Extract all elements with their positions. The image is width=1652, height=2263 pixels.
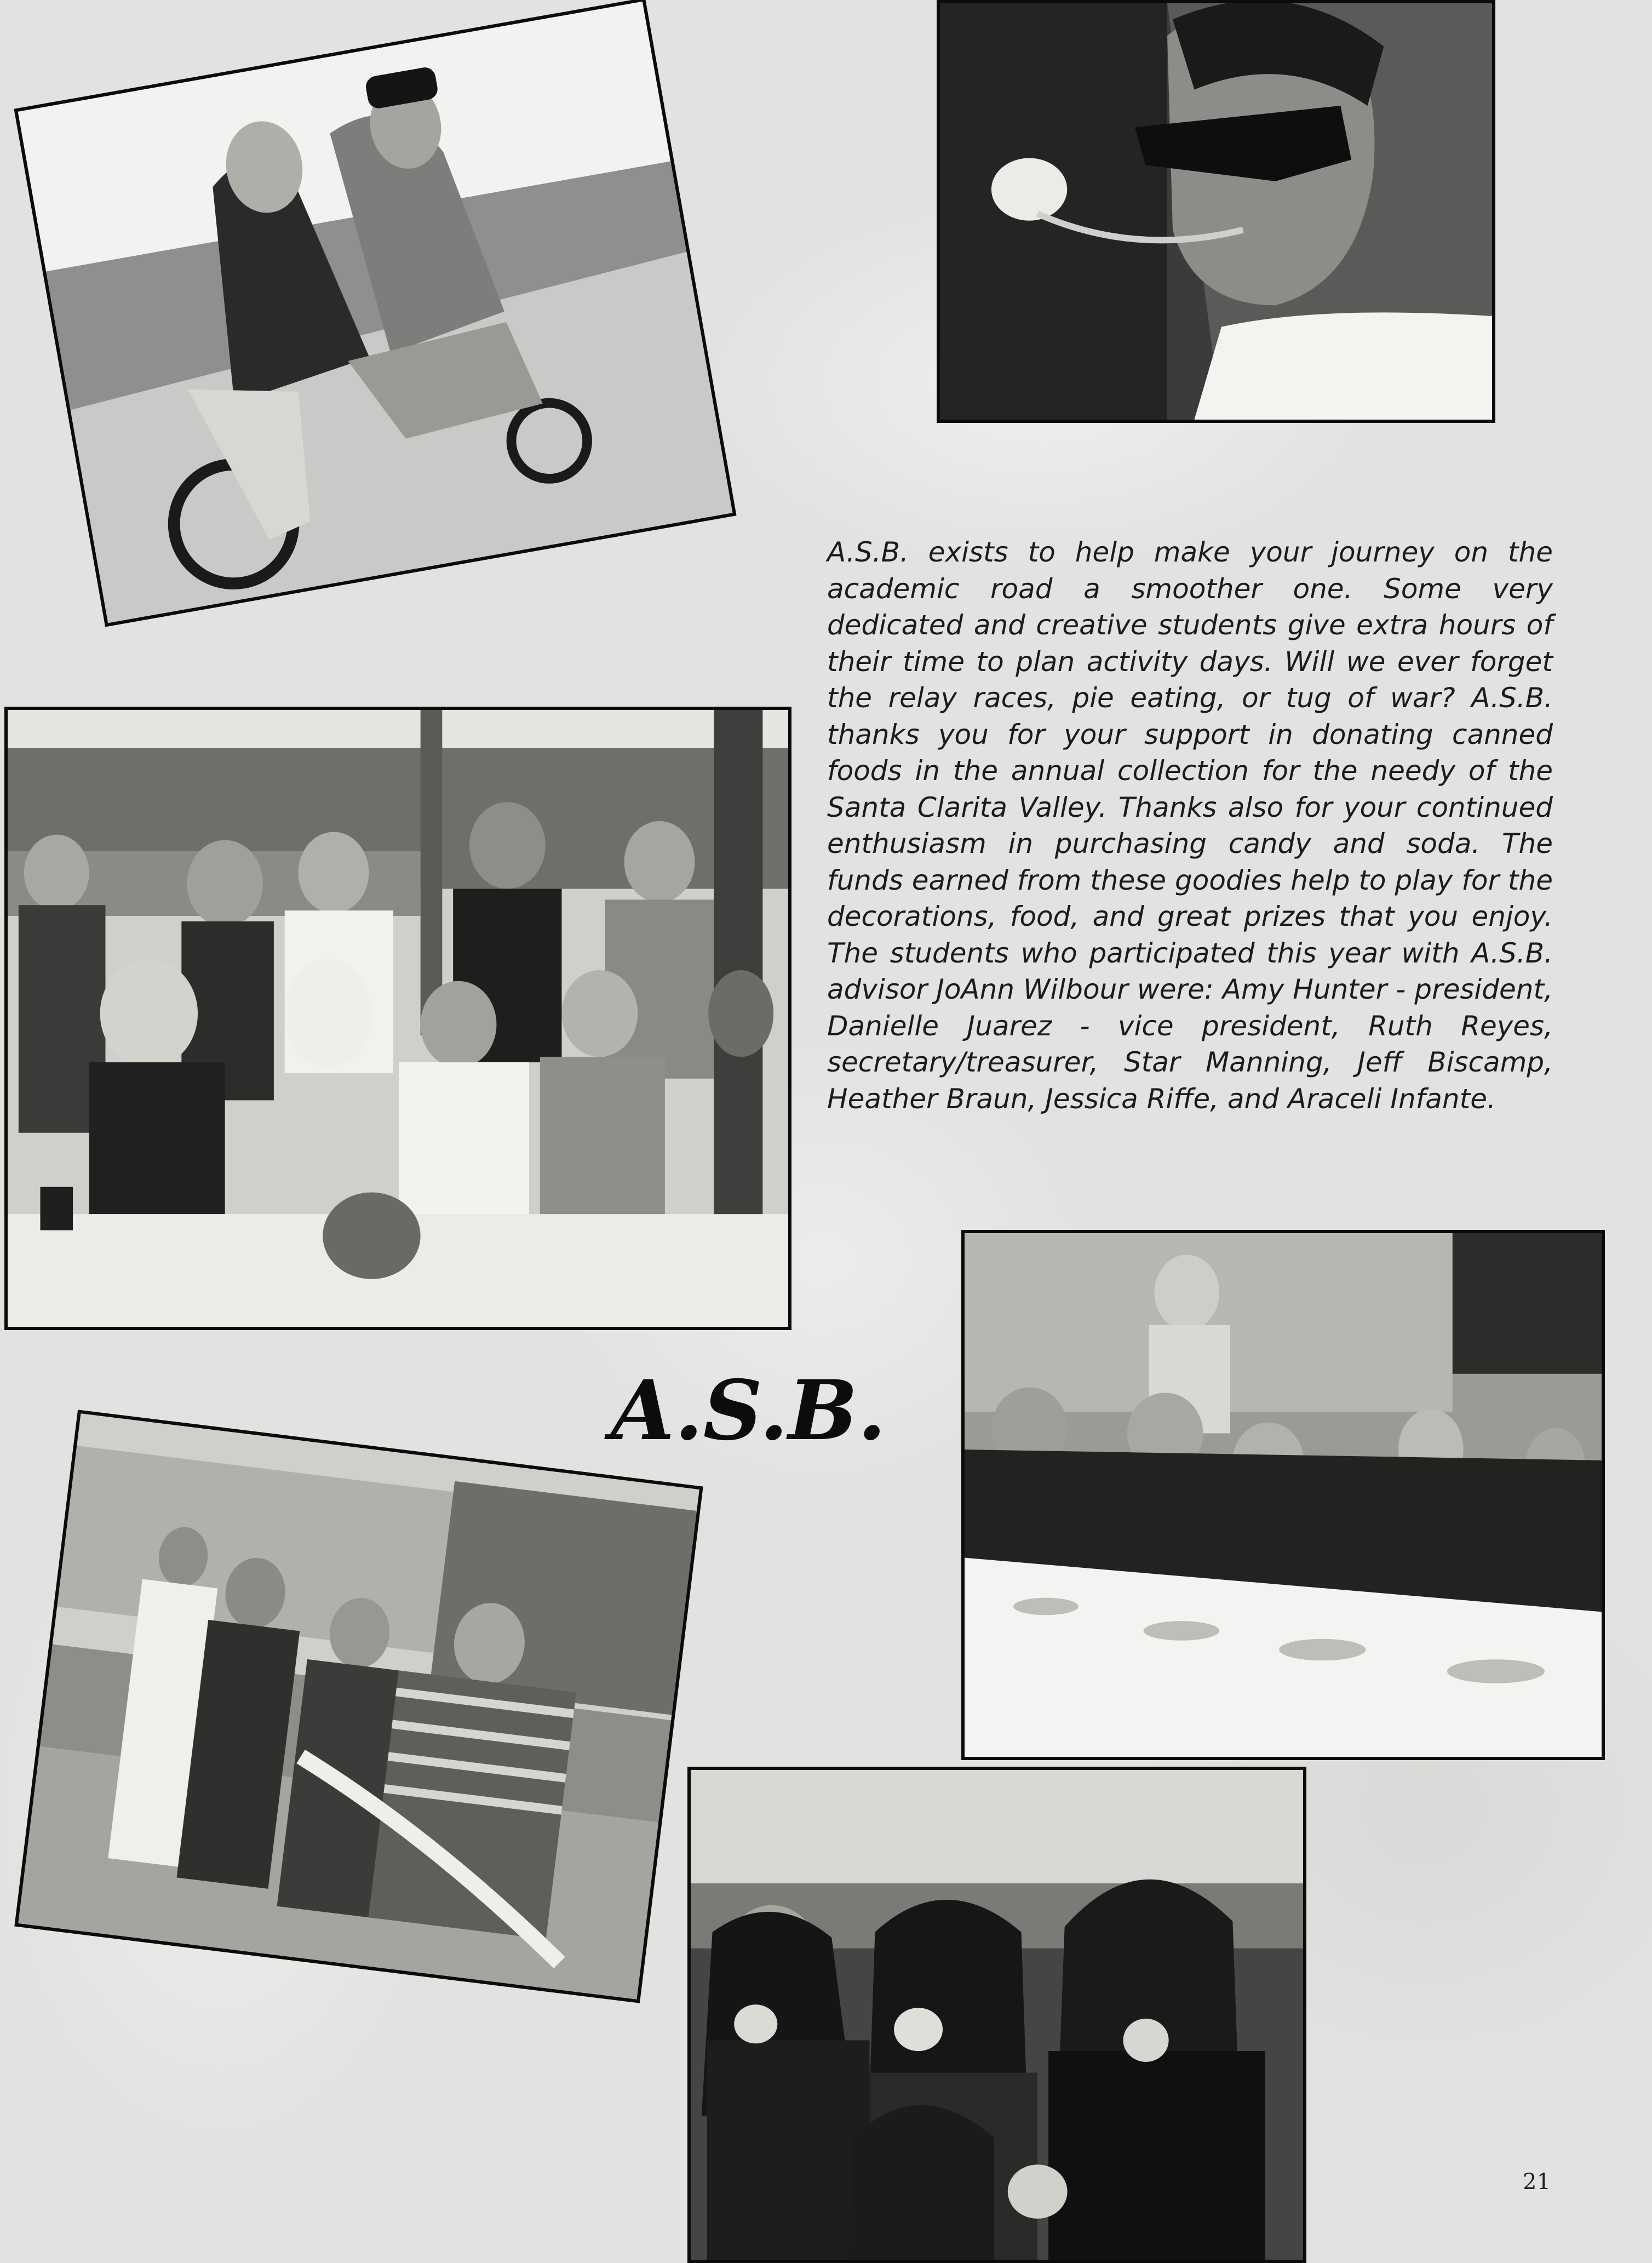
- page-title: A.S.B.: [611, 1362, 886, 1459]
- article-body: A.S.B. exists to help make your journey on the academic road a smoother one. Some very dedicated and creative students give extra hours of their time to plan activity days. Will we ever forget the relay races, pie eating, or tug of war? A.S.B. thanks you for your support in donating canned foods in the annual collection for the needy of the Santa Clarita Valley. Thanks also for your continued enthusiasm in purchasing candy and soda. The funds earned from these goodies help to play for the decorations, food, and great prizes that you enjoy. The students who participated this year with A.S.B. advisor JoAnn Wilbour were: Amy Hunter - president, Danielle Juarez - vice president, Ruth Reyes, secretary/treasurer, Star Manning, Jeff Biscamp, Heather Braun, Jessica Riffe, and Araceli Infante.: [827, 536, 1553, 1115]
- photo-asb-group-table: [4, 707, 791, 1330]
- page-number: 21: [1523, 2169, 1551, 2195]
- photo-donut-eating: [687, 1767, 1306, 2263]
- photo-tug-of-war: [14, 1410, 703, 2003]
- photo-tricycle-riders: [14, 0, 737, 627]
- photo-pie-eating-contest: [961, 1230, 1605, 1760]
- photo-egg-spoon-race: [937, 0, 1495, 423]
